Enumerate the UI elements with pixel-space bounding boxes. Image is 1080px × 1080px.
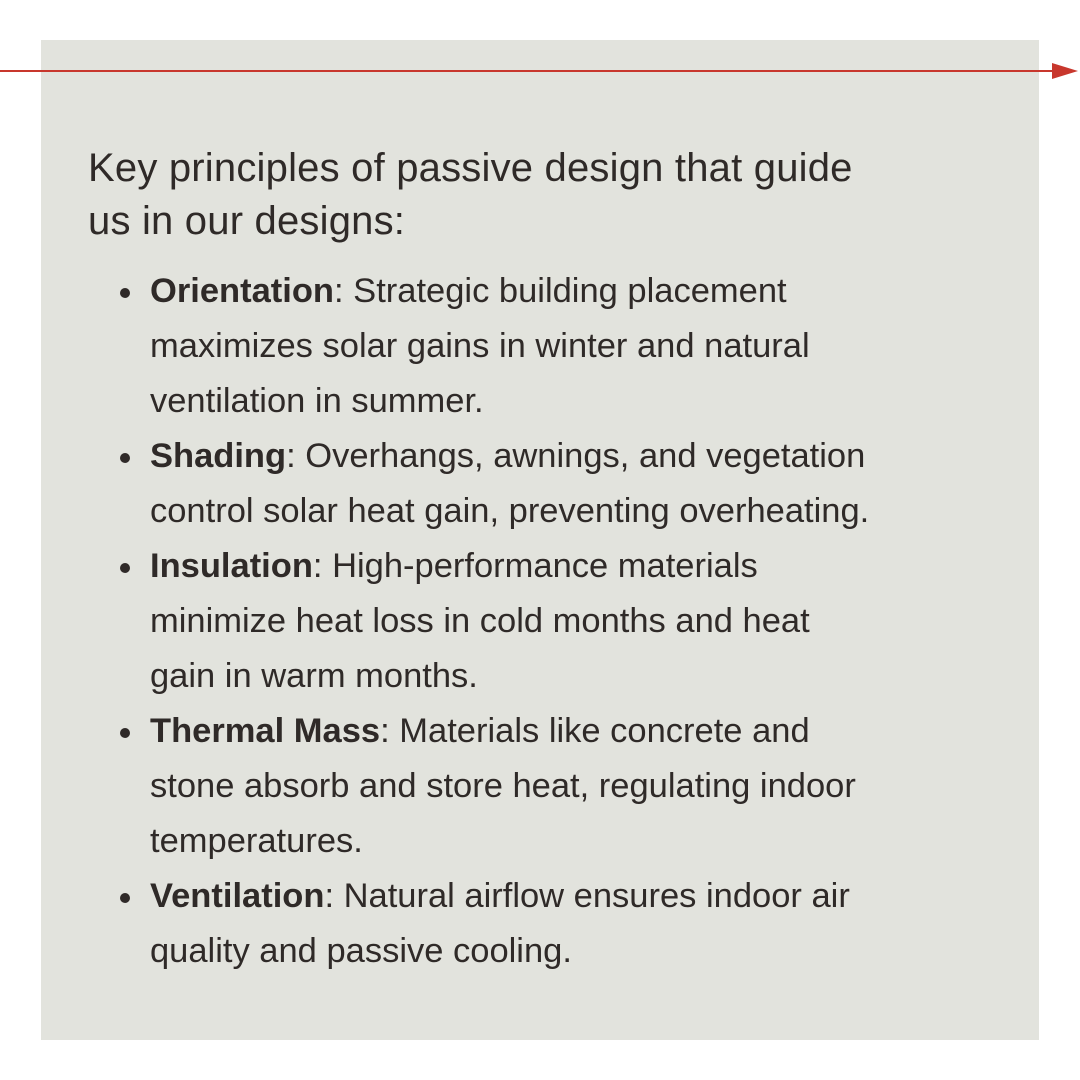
list-item-insulation	[150, 539, 1020, 704]
principle-term: Insulation	[150, 547, 313, 585]
principle-text-line: : Materials like concrete and	[380, 712, 810, 750]
principle-text-line: minimize heat loss in cold months and heat	[150, 602, 810, 640]
list-item-thermal-mass	[150, 704, 1020, 869]
principle-text-line: : Overhangs, awnings, and vegetation	[286, 437, 866, 475]
list-item-ventilation	[150, 869, 1020, 979]
principle-text-line: ventilation in summer.	[150, 382, 484, 420]
principles-list	[150, 264, 1020, 979]
list-item-orientation	[150, 264, 1020, 429]
principle-text-line: quality and passive cooling.	[150, 932, 572, 970]
principle-term: Thermal Mass	[150, 712, 381, 750]
intro-line-2: us in our designs:	[88, 199, 406, 243]
principle-text-line: control solar heat gain, preventing overheating.	[150, 492, 870, 530]
principle-text-line: : Strategic building placement	[334, 272, 787, 310]
principle-term: Shading	[150, 437, 287, 475]
list-item-shading	[150, 429, 1020, 539]
principle-text-line: stone absorb and store heat, regulating indoor	[150, 767, 856, 805]
principle-text-line: : Natural airflow ensures indoor air	[324, 877, 850, 915]
bullet-icon	[120, 728, 130, 738]
principle-text-line: temperatures.	[150, 822, 363, 860]
bullet-icon	[120, 288, 130, 298]
arrow-right-icon	[0, 60, 1080, 84]
principle-term: Orientation	[150, 272, 335, 310]
intro-line-1: Key principles of passive design that guide	[88, 146, 853, 190]
bullet-icon	[120, 453, 130, 463]
bullet-icon	[120, 563, 130, 573]
principle-text-line: : High-performance materials	[312, 547, 758, 585]
principle-text-line: maximizes solar gains in winter and natural	[150, 327, 810, 365]
principle-term: Ventilation	[150, 877, 325, 915]
principle-text-line: gain in warm months.	[150, 657, 478, 695]
intro-heading	[88, 142, 988, 248]
bullet-icon	[120, 893, 130, 903]
